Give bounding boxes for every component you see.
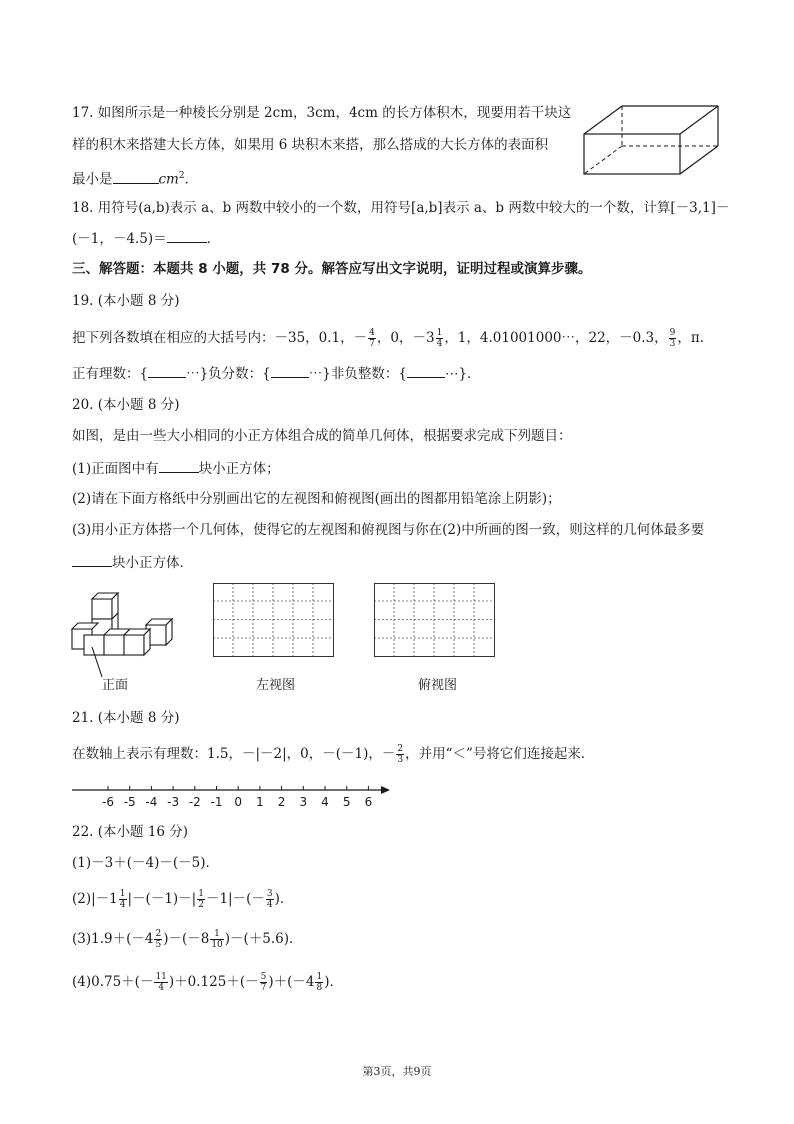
fraction: $\frac{5}{7}$ xyxy=(260,972,267,993)
fraction: $\frac{1}{4}$ xyxy=(436,328,443,349)
q19-end: ⋯}． xyxy=(444,366,481,382)
q17-line-3 xyxy=(72,166,198,190)
q20-answer-blank-2[interactable] xyxy=(72,552,112,567)
number-line-label: 0 xyxy=(234,795,243,809)
fraction: $\frac{4}{7}$ xyxy=(369,328,375,349)
fraction: $\frac{1}{10}$ xyxy=(211,929,223,950)
q22-heading: 22. (本小题 16 分) xyxy=(72,824,189,840)
fraction: $\frac{3}{4}$ xyxy=(266,889,273,910)
q18-end: ． xyxy=(206,231,221,247)
q20-heading: 20. (本小题 8 分) xyxy=(72,397,180,413)
number-line-label: 6 xyxy=(364,795,373,809)
number-line-label: -5 xyxy=(123,795,136,809)
caption-top-view: 俯视图 xyxy=(418,678,458,693)
q20-text: 块小正方体． xyxy=(112,555,193,571)
number-line-label: 2 xyxy=(277,795,286,809)
cuboid-figure xyxy=(580,100,725,180)
q22-part-1: (1)－3＋(－4)－(－5)． xyxy=(72,855,219,871)
q19-line-1 xyxy=(72,328,713,349)
number-line-label: -1 xyxy=(210,795,223,809)
fraction: $\frac{1}{2}$ xyxy=(198,889,204,910)
fraction: $\frac{1}{4}$ xyxy=(119,889,126,910)
number-line[interactable] xyxy=(70,776,392,810)
number-line-label: -2 xyxy=(188,795,201,809)
q17-unit: cm xyxy=(158,171,179,188)
page-footer: 第3页，共9页 xyxy=(362,1065,432,1078)
q20-line-5 xyxy=(72,552,193,573)
q19-label-positive: 正有理数：{ xyxy=(72,366,149,382)
fraction: $\frac{11}{4}$ xyxy=(155,972,167,993)
q21-text: ，并用“＜”号将它们连接起来． xyxy=(405,746,595,762)
top-view-grid[interactable] xyxy=(374,583,496,658)
q19-text: ，π． xyxy=(677,330,714,346)
left-view-grid[interactable] xyxy=(213,583,335,658)
fraction: $\frac{2}{5}$ xyxy=(155,929,162,950)
number-line-label: -6 xyxy=(102,795,114,809)
q17-end: ． xyxy=(184,171,199,188)
number-line-label: 1 xyxy=(256,795,264,809)
q22-part-3: (3)1.9＋(－4 $\frac{2}{5}$ )－(－8 $\frac{1}{10}$ )－(＋5.6)． xyxy=(72,929,303,950)
number-line-label: -4 xyxy=(145,795,158,809)
q19-label-negative-fraction: ⋯}负分数：{ xyxy=(186,366,271,382)
q19-blank-negative-fraction[interactable] xyxy=(271,363,309,378)
caption-front: 正面 xyxy=(102,678,129,693)
q19-text: ，0，－3 xyxy=(376,330,435,346)
q19-heading: 19. (本小题 8 分) xyxy=(72,293,180,309)
fraction: $\frac{1}{8}$ xyxy=(316,972,323,993)
q21-text: 在数轴上表示有理数：1.5，－|－2|，0，－(－1)，－ xyxy=(72,746,396,762)
q20-line-1: 如图，是由一些大小相同的小正方体组合成的简单几何体，根据要求完成下列题目： xyxy=(72,428,572,444)
arrow-right-icon xyxy=(381,786,390,794)
number-line-label: 3 xyxy=(299,795,308,809)
number-line-label: 5 xyxy=(342,795,351,809)
q22-part-4: (4)0.75＋(－ $\frac{11}{4}$ )＋0.125＋(－ $\frac{5}{7}$ )＋(－4 $\frac{1}{8}$ )． xyxy=(72,972,343,993)
q19-text: 把下列各数填在相应的大括号内：－35，0.1，－ xyxy=(72,330,368,346)
number-line-label: -3 xyxy=(167,795,180,809)
q19-blank-positive[interactable] xyxy=(148,363,186,378)
q20-line-3: (2)请在下面方格纸中分别画出它的左视图和俯视图(画出的图都用铅笔涂上阴影)； xyxy=(72,491,561,507)
q20-answer-blank-1[interactable] xyxy=(159,458,199,473)
q19-text: ，1，4.01001000⋯，22，－0.3， xyxy=(444,330,668,346)
q20-text: 块小正方体； xyxy=(198,461,280,477)
caption-left-view: 左视图 xyxy=(256,678,296,693)
q17-line-2: 样的积木来搭建大长方体，如果用 6 块积木来搭，那么搭成的大长方体的表面积 xyxy=(72,137,549,153)
q18-answer-blank[interactable] xyxy=(167,228,207,243)
fraction: $\frac{2}{3}$ xyxy=(397,744,404,765)
q18-line-2 xyxy=(72,228,220,249)
q20-line-4: (3)用小正方体搭一个几何体，使得它的左视图和俯视图与你在(2)中所画的图一致，则这样的几何体最多要 xyxy=(72,522,705,538)
q22-part-2: (2)|－1 $\frac{1}{4}$ |－(－1)－| $\frac{1}{2}$ －1|－(－ $\frac{3}{4}$ )． xyxy=(72,889,294,910)
q21-heading: 21. (本小题 8 分) xyxy=(72,710,180,726)
q17-text: 最小是 xyxy=(72,171,113,188)
q19-blank-nonnegative-integer[interactable] xyxy=(407,363,445,378)
q20-line-2 xyxy=(72,458,280,479)
q18-line-1: 18. 用符号(a,b)表示 a、b 两数中较小的一个数，用符号[a,b]表示 a、b 两数中较大的一个数，计算[－3,1]－ xyxy=(72,200,730,216)
section-3-heading: 三、解答题：本题共 8 小题，共 78 分。解答应写出文字说明，证明过程或演算步骤。 xyxy=(72,261,592,277)
q19-label-nonnegative-integer: ⋯}非负整数：{ xyxy=(308,366,407,382)
fraction: $\frac{9}{3}$ xyxy=(669,328,676,349)
q17-answer-blank[interactable] xyxy=(113,169,159,184)
q17-line-1: 17. 如图所示是一种棱长分别是 2cm，3cm，4cm 的长方体积木，现要用若干块这 xyxy=(72,105,572,121)
number-line-label: 4 xyxy=(321,795,329,809)
q19-line-2 xyxy=(72,363,481,384)
q20-text: (1)正面图中有 xyxy=(72,461,159,477)
q17-unit-exponent: 2 xyxy=(178,171,185,181)
q18-text: (－1，－4.5)＝ xyxy=(72,231,167,247)
q21-line-1 xyxy=(72,744,594,765)
